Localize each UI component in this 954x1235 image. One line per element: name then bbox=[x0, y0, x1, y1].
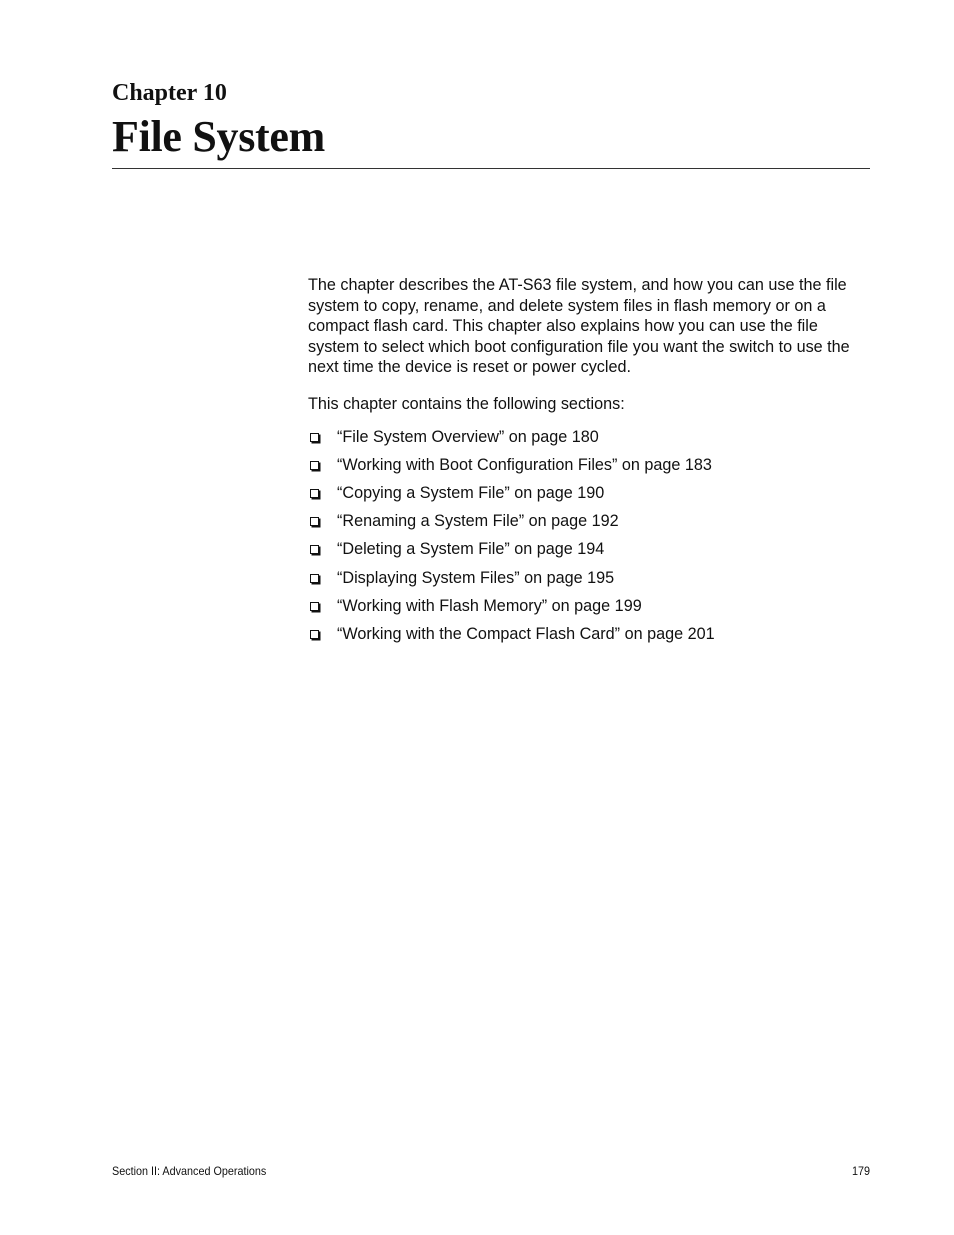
checkbox-square-icon bbox=[310, 461, 319, 470]
section-list-item bbox=[308, 483, 872, 511]
intro-paragraph: The chapter describes the AT-S63 file system, and how you can use the file system to copy, rename, and delete system files in flash memory or on a compact flash card. This chapter also explains how you can use the file system to select which boot configuration file you want the switch to use the next time the device is reset or power cycled. bbox=[308, 276, 850, 377]
footer-section-name: Section II: Advanced Operations bbox=[112, 1164, 267, 1178]
checkbox-square-icon bbox=[310, 602, 319, 611]
title-divider bbox=[112, 168, 870, 169]
chapter-body bbox=[308, 275, 872, 652]
section-link[interactable]: “Renaming a System File” on page 192 bbox=[337, 512, 619, 531]
checkbox-square-icon bbox=[310, 574, 319, 583]
section-link[interactable]: “File System Overview” on page 180 bbox=[337, 427, 599, 446]
checkbox-square-icon bbox=[310, 517, 319, 526]
section-link[interactable]: “Deleting a System File” on page 194 bbox=[337, 540, 605, 559]
section-link[interactable]: “Working with Flash Memory” on page 199 bbox=[337, 596, 642, 615]
section-link[interactable]: “Copying a System File” on page 190 bbox=[337, 483, 605, 502]
section-list-item bbox=[308, 596, 872, 624]
section-link[interactable]: “Working with the Compact Flash Card” on page 201 bbox=[337, 624, 715, 643]
section-list-item bbox=[308, 624, 872, 652]
section-list-item bbox=[308, 427, 872, 455]
section-link[interactable]: “Displaying System Files” on page 195 bbox=[337, 568, 615, 587]
section-link[interactable]: “Working with Boot Configuration Files” on page 183 bbox=[337, 455, 712, 474]
section-list-item bbox=[308, 539, 872, 567]
sections-lead-text: This chapter contains the following sections: bbox=[308, 394, 625, 413]
checkbox-square-icon bbox=[310, 489, 319, 498]
section-list bbox=[308, 427, 872, 653]
chapter-title: File System bbox=[112, 112, 325, 161]
chapter-label: Chapter 10 bbox=[112, 80, 227, 106]
checkbox-square-icon bbox=[310, 630, 319, 639]
section-list-item bbox=[308, 511, 872, 539]
checkbox-square-icon bbox=[310, 433, 319, 442]
checkbox-square-icon bbox=[310, 545, 319, 554]
section-list-item bbox=[308, 568, 872, 596]
section-list-item bbox=[308, 455, 872, 483]
footer-page-number: 179 bbox=[851, 1164, 870, 1178]
